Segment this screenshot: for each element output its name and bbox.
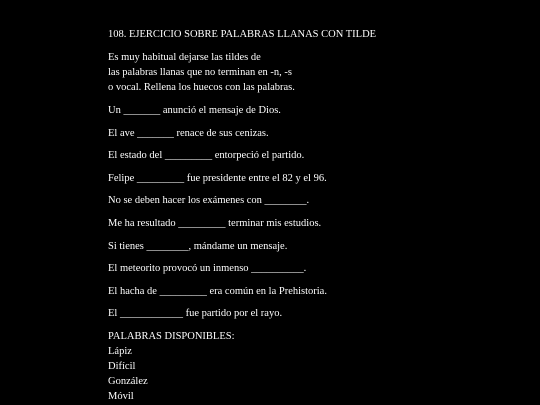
available-word: Difícil <box>108 360 136 372</box>
fill-in-sentence: El hacha de _________ era común en la Prehistoria. <box>108 285 327 297</box>
fill-in-sentence: Felipe _________ fue presidente entre el 82 y el 96. <box>108 172 327 184</box>
sentence-list <box>108 103 528 321</box>
available-word: Lápiz <box>108 345 132 357</box>
instruction-line: las palabras llanas que no terminan en -n, -s <box>108 67 292 78</box>
fill-in-sentence: El ave _______ renace de sus cenizas. <box>108 127 269 139</box>
instruction-line: o vocal. Rellena los huecos con las palabras. <box>108 82 295 93</box>
fill-in-sentence: El estado del _________ entorpeció el partido. <box>108 150 305 162</box>
available-words-list <box>108 344 528 404</box>
document-page <box>108 27 528 404</box>
fill-in-sentence: Si tienes ________, mándame un mensaje. <box>108 240 288 252</box>
exercise-instructions <box>108 50 528 95</box>
fill-in-sentence: Me ha resultado _________ terminar mis estudios. <box>108 217 322 229</box>
exercise-title: 108. EJERCICIO SOBRE PALABRAS LLANAS CON TILDE <box>108 29 377 40</box>
fill-in-sentence: El meteorito provocó un inmenso __________. <box>108 263 307 275</box>
available-word: Móvil <box>108 390 134 402</box>
available-word: González <box>108 375 148 387</box>
fill-in-sentence: Un _______ anunció el mensaje de Dios. <box>108 105 281 116</box>
fill-in-sentence: No se deben hacer los exámenes con ________. <box>108 195 310 207</box>
available-words-heading: PALABRAS DISPONIBLES: <box>108 330 235 342</box>
fill-in-sentence: El ____________ fue partido por el rayo. <box>108 308 283 320</box>
instruction-line: Es muy habitual dejarse las tildes de <box>108 52 261 63</box>
